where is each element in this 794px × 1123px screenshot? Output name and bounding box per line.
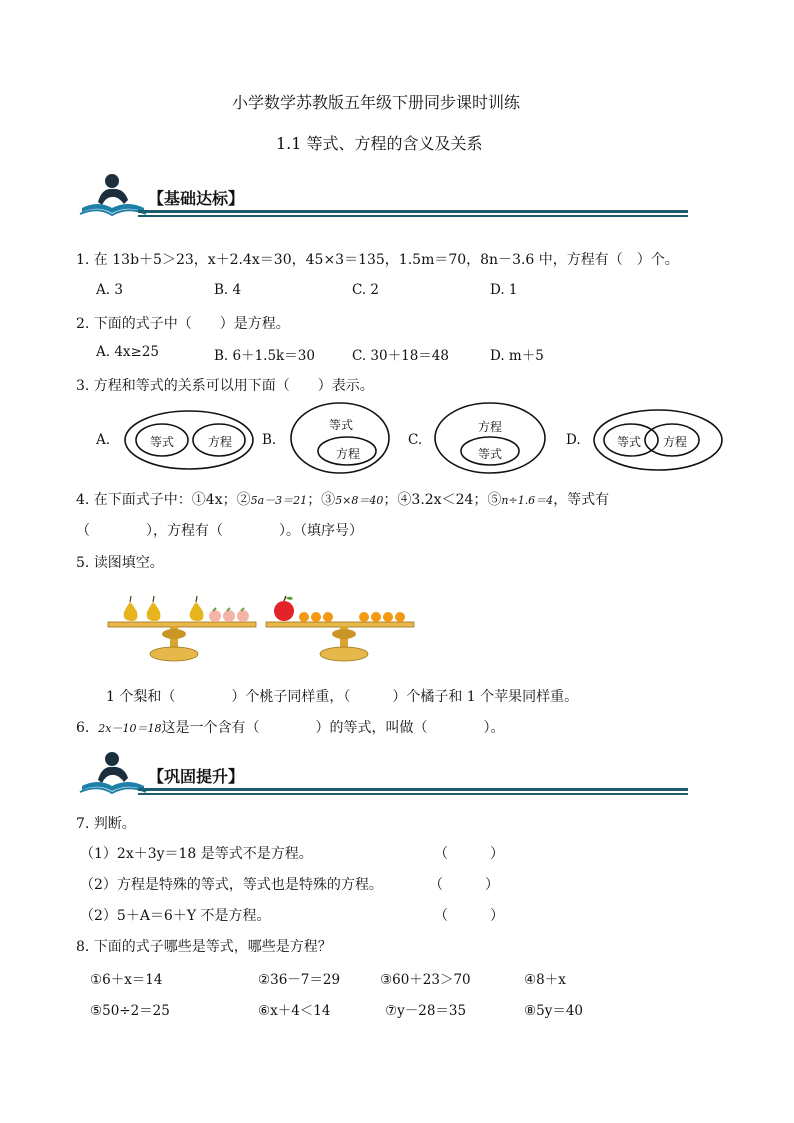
- answer-bracket: （ ）: [429, 877, 499, 893]
- expression: ③60＋23＞70: [380, 972, 471, 988]
- option-c: C. 2: [352, 282, 380, 298]
- apple-icon: [274, 596, 294, 621]
- divider: [138, 788, 688, 791]
- expression: ④8＋x: [524, 972, 566, 988]
- option-a: A.: [96, 432, 111, 448]
- question-5-fill: 1 个梨和（ ）个桃子同样重，（ ）个橘子和 1 个苹果同样重。: [106, 689, 579, 705]
- question-5: 5. 读图填空。: [76, 555, 164, 571]
- option-c: C.: [408, 432, 423, 448]
- question-1: 1. 在 13b＋5＞23，x＋2.4x＝30，45×3＝135，1.5m＝70，8n－3.6 中，方程有（ ）个。: [76, 252, 679, 268]
- option-a: A. 4x≥25: [96, 344, 160, 360]
- question-4: 4. 在下面式子中：①4x；②5a－3＝21；③5×8＝40；④3.2x＜24；⑤n÷1.6＝4，等式有: [76, 492, 610, 508]
- answer-bracket: （ ）: [434, 908, 504, 924]
- page-subtitle: 1.1 等式、方程的含义及关系: [276, 134, 483, 153]
- answer-bracket: （ ）: [434, 846, 504, 862]
- balance-scale-icon: [100, 588, 420, 668]
- venn-label: 等式: [478, 447, 503, 461]
- divider: [138, 210, 688, 213]
- section-title: 【基础达标】: [148, 189, 245, 208]
- orange-icon: [299, 612, 405, 622]
- formula: 5a－3＝21: [250, 494, 308, 507]
- judge-item: （2）5＋A＝6＋Y 不是方程。: [80, 908, 271, 924]
- section-title: 【巩固提升】: [148, 767, 245, 786]
- option-b: B. 4: [214, 282, 242, 298]
- judge-item: （1）2x＋3y＝18 是等式不是方程。: [80, 846, 313, 862]
- section-header-advance: [78, 750, 688, 800]
- formula: 2x－10＝18: [98, 722, 162, 735]
- venn-label: 方程: [208, 435, 233, 449]
- option-a: A. 3: [96, 282, 123, 298]
- option-b: B. 6＋1.5k＝30: [214, 348, 315, 364]
- divider: [138, 215, 688, 217]
- judge-item: （2）方程是特殊的等式，等式也是特殊的方程。: [80, 877, 383, 893]
- expression: ②36－7＝29: [258, 972, 341, 988]
- formula: n÷1.6＝4: [501, 494, 554, 507]
- venn-label: 等式: [329, 418, 354, 432]
- venn-label: 方程: [478, 420, 503, 434]
- section-header-basic: [78, 172, 688, 222]
- expression: ⑦y－28＝35: [385, 1003, 467, 1019]
- expression: ⑥x＋4＜14: [258, 1003, 331, 1019]
- divider: [138, 793, 688, 795]
- option-c: C. 30＋18＝48: [352, 348, 449, 364]
- question-2: 2. 下面的式子中（ ）是方程。: [76, 316, 290, 332]
- expression: ①6＋x＝14: [90, 972, 163, 988]
- expression: ⑧5y＝40: [524, 1003, 583, 1019]
- option-b: B.: [262, 432, 277, 448]
- option-d: D.: [566, 432, 581, 448]
- question-6: 6. 2x－10＝18这是一个含有（ ）的等式，叫做（ ）。: [76, 720, 505, 736]
- option-d: D. 1: [490, 282, 518, 298]
- peach-icon: [209, 608, 249, 622]
- question-4-line2: （ ），方程有（ ）。（填序号）: [76, 523, 363, 539]
- question-8: 8. 下面的式子哪些是等式，哪些是方程？: [76, 939, 332, 955]
- venn-label: 等式: [150, 435, 175, 449]
- question-7: 7. 判断。: [76, 816, 136, 832]
- question-3: 3. 方程和等式的关系可以用下面（ ）表示。: [76, 378, 374, 394]
- venn-label: 等式: [617, 435, 642, 449]
- pear-icon: [124, 596, 161, 621]
- venn-label: 方程: [663, 435, 688, 449]
- page-title: 小学数学苏教版五年级下册同步课时训练: [232, 93, 521, 112]
- option-d: D. m＋5: [490, 348, 544, 364]
- venn-label: 方程: [336, 447, 361, 461]
- expression: ⑤50÷2＝25: [90, 1003, 170, 1019]
- formula: 5×8＝40: [335, 494, 384, 507]
